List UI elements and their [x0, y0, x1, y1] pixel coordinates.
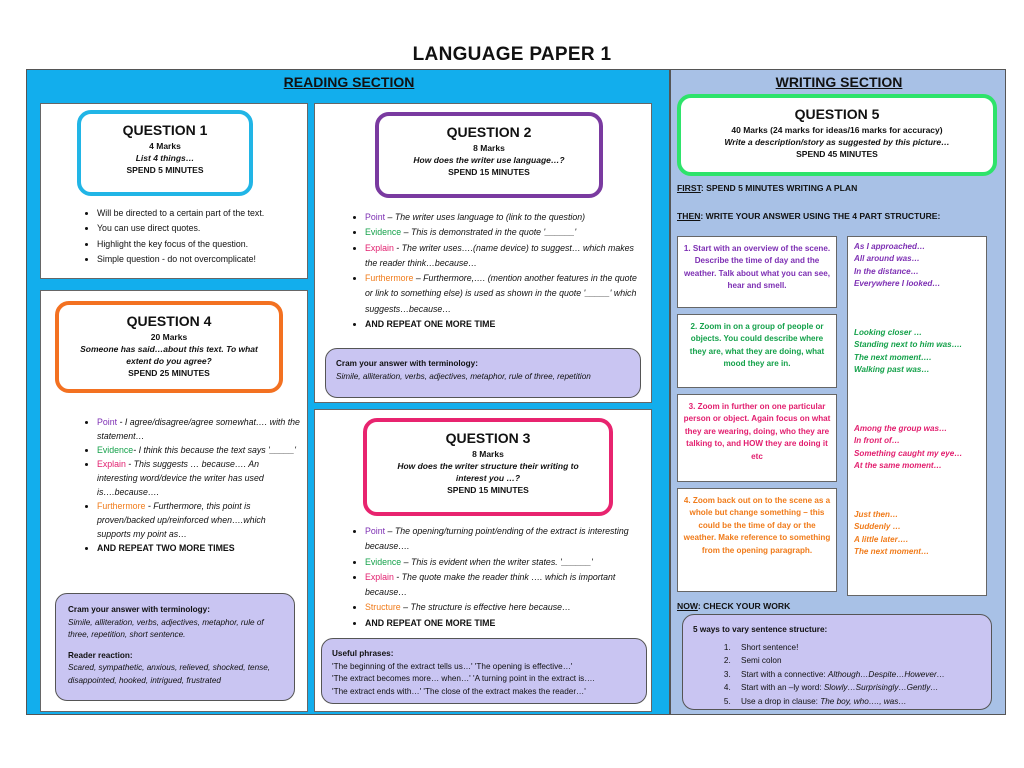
evidence-label: Evidence: [365, 227, 402, 238]
list-item: [365, 570, 639, 601]
list-item: [733, 668, 981, 682]
now-text: : CHECK YOUR WORK: [697, 601, 791, 611]
phrase: The next moment….: [854, 352, 932, 362]
phrase: Among the group was…: [854, 424, 948, 433]
phrase: In the distance…: [854, 266, 919, 276]
list-item: [365, 271, 637, 317]
phrase: At the same moment…: [854, 461, 942, 471]
question-2-points: [347, 210, 637, 332]
question-5-time: SPEND 45 MINUTES: [796, 149, 878, 159]
tip-heading: Useful phrases:: [332, 649, 394, 658]
evidence-label: Evidence: [365, 556, 402, 567]
point-label: Point: [365, 526, 386, 536]
question-2-tip: [325, 348, 641, 398]
sentence-variety-list: [693, 641, 981, 709]
structure-step-2: 2. Zoom in on a group of people or objects. You could describe where they are, what they are doing, what mood they are in.: [677, 314, 837, 388]
question-2-prompt: How does the writer use language…?: [413, 155, 565, 165]
evidence-label: Evidence: [97, 445, 134, 455]
repeat-text: AND REPEAT ONE MORE TIME: [365, 319, 496, 330]
phrase: The next moment…: [854, 547, 930, 557]
phrase-line: 'The extract becomes more… when…' 'A turning point in the extract is….: [332, 674, 595, 683]
point-text: – The opening/turning point/ending of the extract is interesting because….: [365, 526, 629, 552]
question-4-header: [55, 301, 283, 393]
phrase: A little later….: [854, 534, 909, 544]
phrase: Standing next to him was….: [854, 340, 962, 350]
question-2-time: SPEND 15 MINUTES: [448, 167, 530, 177]
furthermore-text: - Furthermore, this point is proven/backed up/reinforced when….which supports my point as…: [97, 501, 266, 539]
question-3-points: [347, 524, 639, 631]
phrase: Everywhere I looked…: [854, 279, 941, 289]
explain-text: - The writer uses….(name device) to suggest… which makes the reader think…because…: [365, 242, 634, 268]
tip-heading-2: Reader reaction:: [68, 650, 133, 660]
question-4-card: [40, 290, 308, 712]
list-item: [733, 641, 981, 655]
question-4-title: QUESTION 4: [126, 313, 212, 329]
item-example: The boy, who…., was…: [820, 696, 907, 706]
question-1-bullets: [79, 206, 309, 267]
question-1-time: SPEND 5 MINUTES: [126, 165, 204, 175]
question-3-tip: [321, 638, 647, 704]
furthermore-label: Furthermore: [365, 273, 414, 284]
list-item: [97, 415, 301, 443]
item-text: Start with a connective:: [741, 669, 828, 679]
then-label: THEN: [677, 211, 701, 221]
phrase-group-1: [854, 241, 982, 291]
list-item: [97, 499, 301, 541]
question-4-time: SPEND 25 MINUTES: [128, 368, 210, 378]
list-item: • Highlight the key focus of the question.: [97, 237, 309, 252]
question-2-card: [314, 103, 652, 403]
explain-label: Explain: [365, 571, 394, 582]
list-item: [733, 681, 981, 695]
question-3-prompt: How does the writer structure their writing to interest you …?: [397, 461, 579, 483]
phrase: As I approached…: [854, 242, 926, 251]
phrase: Suddenly …: [854, 522, 901, 532]
repeat-text: AND REPEAT ONE MORE TIME: [365, 617, 496, 628]
item-example: Although…Despite…However…: [827, 669, 945, 679]
tip-text-2: Scared, sympathetic, anxious, relieved, shocked, tense, disappointed, hooked, intrigued, frustrated: [68, 663, 271, 685]
structure-phrases: [847, 236, 987, 596]
question-3-time: SPEND 15 MINUTES: [447, 485, 529, 495]
tip-heading: Cram your answer with terminology:: [68, 605, 210, 614]
list-item: [97, 541, 301, 555]
list-item: [365, 524, 639, 555]
question-5-prompt: Write a description/story as suggested by this picture…: [724, 137, 950, 147]
question-1-title: QUESTION 1: [122, 122, 208, 138]
list-item: [365, 317, 637, 332]
now-label: NOW: [677, 601, 698, 611]
evidence-text: – This is demonstrated in the quote '______': [401, 227, 577, 238]
furthermore-label: Furthermore: [97, 501, 146, 511]
list-item: [365, 616, 639, 631]
structure-text: – The structure is effective here because…: [400, 602, 571, 613]
repeat-text: AND REPEAT TWO MORE TIMES: [97, 543, 235, 553]
question-5-title: QUESTION 5: [794, 106, 880, 122]
list-item: [365, 210, 637, 225]
item-text: Short sentence!: [741, 642, 799, 652]
reading-heading: READING SECTION: [283, 74, 415, 90]
question-1-header: [77, 110, 253, 196]
furthermore-text: – Furthermore,…. (mention another features in the quote or link to something else) is used as shown in the quote '_____' which suggests…because…: [365, 273, 637, 314]
phrase: Walking past was…: [854, 365, 930, 375]
phrase: In front of…: [854, 436, 900, 446]
list-item: [733, 695, 981, 709]
question-4-prompt: Someone has said…about this text. To what extent do you agree?: [80, 344, 258, 366]
structure-step-4: 4. Zoom back out on to the scene as a whole but change something – this could be the time of day or the weather. Make reference to something from the opening paragraph.: [677, 488, 837, 592]
item-text: Use a drop in clause:: [741, 696, 821, 706]
list-item: • Will be directed to a certain part of the text.: [97, 206, 309, 221]
first-text: : SPEND 5 MINUTES WRITING A PLAN: [700, 183, 858, 193]
evidence-text: - I think this because the text says '_____': [133, 445, 296, 455]
sentence-variety-tip: [682, 614, 992, 710]
list-item: [733, 654, 981, 668]
question-3-header: [363, 418, 613, 516]
page-title: LANGUAGE PAPER 1: [412, 44, 612, 65]
question-5-marks: 40 Marks (24 marks for ideas/16 marks for accuracy): [731, 125, 943, 135]
item-text: Semi colon: [741, 656, 782, 666]
tip-text: Simile, alliteration, verbs, adjectives, metaphor, rule of three, repetition, short sentence.: [68, 617, 264, 639]
phrase-group-2: [854, 327, 982, 377]
item-example: Slowly…Surprisingly…Gently…: [823, 683, 939, 693]
phrase: Something caught my eye…: [854, 448, 963, 458]
evidence-text: – This is evident when the writer states. '______': [401, 556, 593, 567]
explain-label: Explain: [365, 242, 394, 253]
then-instruction: [677, 211, 940, 221]
phrase-line: 'The beginning of the extract tells us…' 'The opening is effective…': [332, 661, 573, 671]
list-item: [365, 555, 639, 570]
question-2-header: [375, 112, 603, 198]
question-1-card: [40, 103, 308, 279]
point-text: - I agree/disagree/agree somewhat…. with the statement…: [97, 417, 300, 441]
structure-step-1: 1. Start with an overview of the scene. Describe the time of day and the weather. Talk about what you can see, hear and smell.: [677, 236, 837, 308]
explain-text: - The quote make the reader think …. which is important because…: [365, 571, 616, 598]
then-text: : WRITE YOUR ANSWER USING THE 4 PART STRUCTURE:: [700, 211, 941, 221]
question-3-marks: 8 Marks: [472, 449, 504, 459]
tip-heading: Cram your answer with terminology:: [336, 359, 478, 368]
list-item: [365, 600, 639, 615]
question-3-title: QUESTION 3: [445, 430, 531, 446]
list-item: [97, 457, 301, 499]
phrase-group-3: [854, 423, 982, 473]
phrase: Looking closer …: [854, 328, 922, 337]
question-4-points: [79, 415, 301, 555]
tip-heading: 5 ways to vary sentence structure:: [693, 625, 828, 634]
question-2-title: QUESTION 2: [446, 124, 532, 140]
phrase-group-4: [854, 509, 982, 559]
point-label: Point: [365, 212, 386, 222]
list-item: [365, 225, 637, 240]
point-text: – The writer uses language to (link to the question): [385, 212, 586, 222]
list-item: [97, 443, 301, 457]
list-item: • Simple question - do not overcomplicate!: [97, 252, 309, 267]
first-instruction: [677, 183, 857, 193]
explain-text: - This suggests … because…. An interesting word/device the writer has used is….because….: [97, 459, 264, 497]
phrase-line: 'The extract ends with…' 'The close of the extract makes the reader…': [332, 686, 586, 696]
structure-step-3: 3. Zoom in further on one particular person or object. Again focus on what they are wearing, doing, who they are talking to, and HOW they are doing it etc: [677, 394, 837, 482]
question-2-marks: 8 Marks: [473, 143, 505, 153]
phrase: Just then…: [854, 510, 899, 519]
structure-label: Structure: [365, 602, 401, 613]
list-item: [365, 241, 637, 272]
explain-label: Explain: [97, 459, 126, 469]
question-4-tip: [55, 593, 295, 701]
question-1-marks: 4 Marks: [149, 141, 181, 151]
question-5-header: [677, 94, 997, 176]
point-label: Point: [97, 417, 118, 427]
question-3-card: [314, 409, 652, 712]
tip-text: Simile, alliteration, verbs, adjectives, metaphor, rule of three, repetition: [336, 371, 591, 381]
list-item: • You can use direct quotes.: [97, 221, 309, 236]
question-1-prompt: List 4 things…: [135, 153, 195, 163]
phrase: All around was…: [854, 254, 920, 264]
question-4-marks: 20 Marks: [150, 332, 188, 342]
first-label: FIRST: [677, 183, 701, 193]
item-text: Start with an –ly word:: [741, 683, 824, 693]
now-instruction: [677, 601, 790, 611]
writing-heading: WRITING SECTION: [775, 74, 903, 90]
